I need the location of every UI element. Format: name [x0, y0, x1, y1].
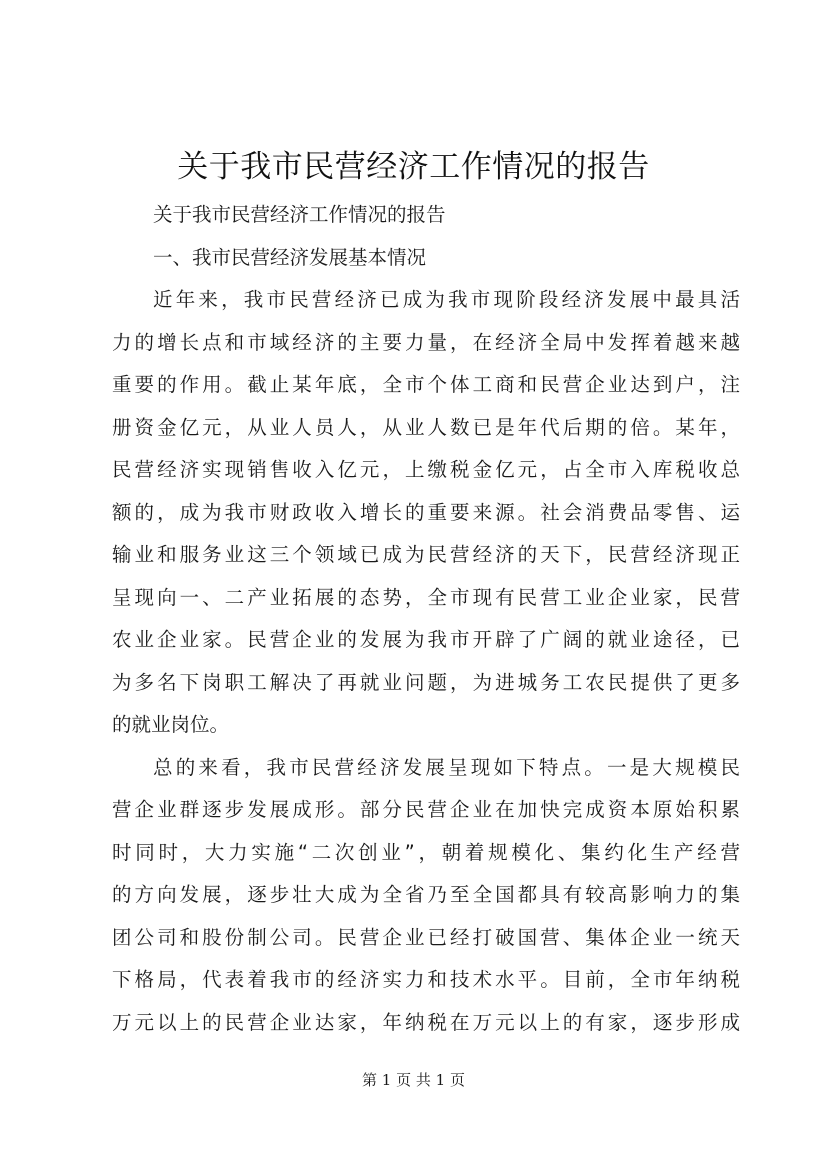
body-line: 为多名下岗职工解决了再就业问题，为进城务工农民提供了更多	[112, 670, 740, 694]
body-line: 额的，成为我市财政收入增长的重要来源。社会消费品零售、运	[112, 500, 740, 524]
body-line: 万元以上的民营企业达家，年纳税在万元以上的有家，逐步形成	[112, 1010, 740, 1034]
document-title: 关于我市民营经济工作情况的报告	[177, 149, 650, 185]
page-number-footer: 第 1 页 共 1 页	[362, 1071, 465, 1089]
body-line: 时同时，大力实施“二次创业”，朝着规模化、集约化生产经营	[112, 840, 740, 864]
body-line: 总的来看，我市民营经济发展呈现如下特点。一是大规模民	[153, 755, 740, 779]
body-line: 的方向发展，逐步壮大成为全省乃至全国都具有较高影响力的集	[112, 883, 740, 906]
body-line: 一、我市民营经济发展基本情况	[153, 245, 427, 269]
body-line: 册资金亿元，从业人员人，从业人数已是年代后期的倍。某年，	[112, 415, 740, 439]
body-line: 力的增长点和市域经济的主要力量，在经济全局中发挥着越来越	[112, 330, 740, 354]
body-line: 农业企业家。民营企业的发展为我市开辟了广阔的就业途径，已	[112, 628, 740, 651]
body-line: 下格局，代表着我市的经济实力和技术水平。目前，全市年纳税	[112, 968, 740, 991]
body-line: 近年来，我市民营经济已成为我市现阶段经济发展中最具活	[153, 288, 740, 311]
document-body	[112, 194, 740, 1044]
body-line: 民营经济实现销售收入亿元，上缴税金亿元，占全市入库税收总	[112, 458, 740, 481]
body-line: 重要的作用。截止某年底，全市个体工商和民营企业达到户，注	[112, 373, 740, 396]
body-line: 的就业岗位。	[112, 713, 230, 736]
body-line: 团公司和股份制公司。民营企业已经打破国营、集体企业一统天	[112, 925, 740, 949]
body-line: 呈现向一、二产业拓展的态势，全市现有民营工业企业家，民营	[112, 585, 740, 609]
body-line: 输业和服务业这三个领域已成为民营经济的天下，民营经济现正	[112, 543, 740, 566]
body-line: 营企业群逐步发展成形。部分民营企业在加快完成资本原始积累	[112, 798, 740, 821]
body-line: 关于我市民营经济工作情况的报告	[153, 203, 446, 226]
